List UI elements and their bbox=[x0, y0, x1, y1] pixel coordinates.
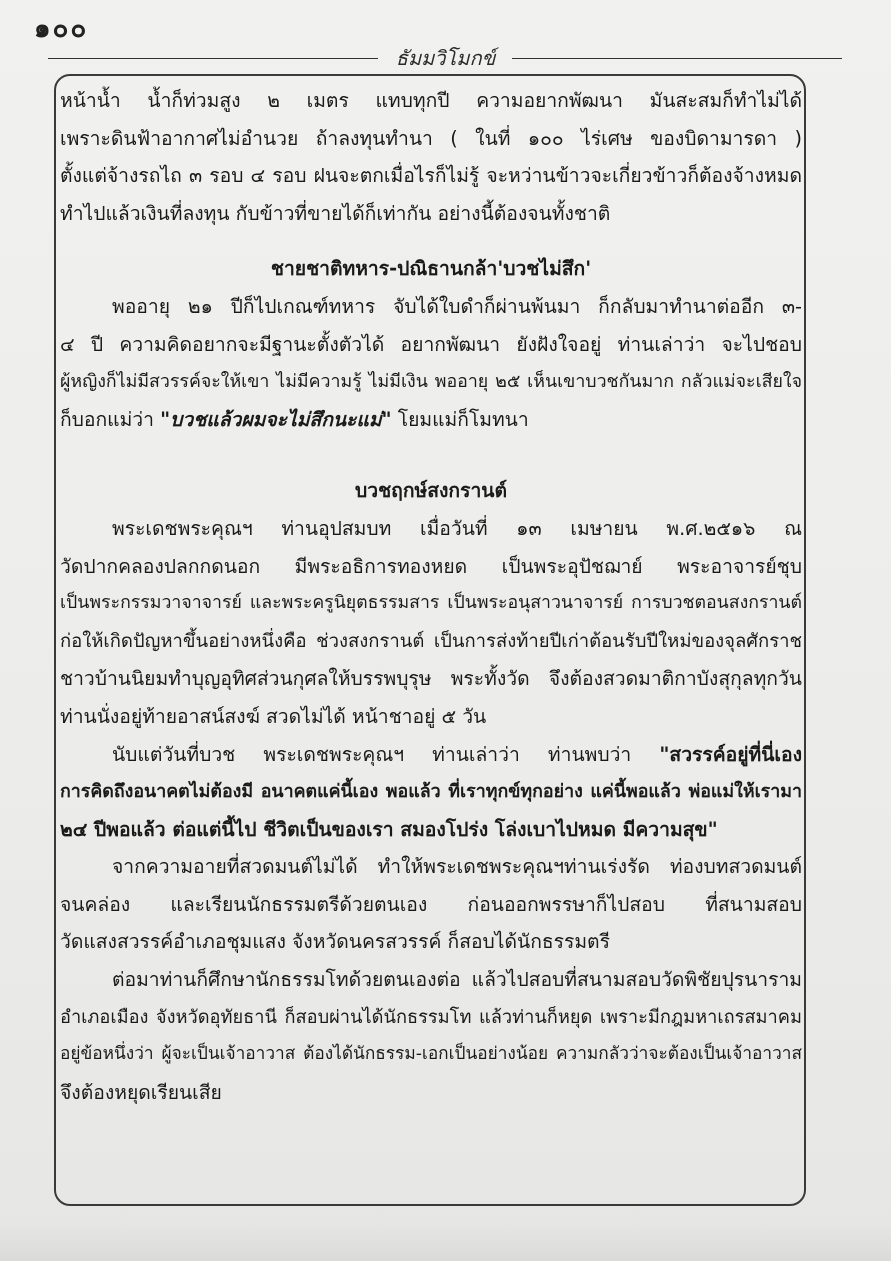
text-line: วัดแสงสวรรค์อำเภอชุมแสง จังหวัดนครสวรรค์ ก็สอบได้นักธรรมตรี bbox=[60, 930, 610, 954]
text-line: พระเดชพระคุณฯ ท่านอุปสมบท เมื่อวันที่ ๑๓ เมษายน พ.ศ.๒๕๑๖ ณ bbox=[112, 516, 802, 540]
text-line: อยู่ข้อหนึ่งว่า ผู้จะเป็นเจ้าอาวาส ต้องได้นักธรรม-เอกเป็นอย่างน้อย ความกลัวว่าจะต้องเป็นเจ้าอาวาส bbox=[60, 1044, 802, 1065]
text-line: ก่อให้เกิดปัญหาขึ้นอย่างหนึ่งคือ ช่วงสงกรานต์ เป็นการส่งท้ายปีเก่าต้อนรับปีใหม่ของจุลศักราช bbox=[60, 630, 802, 652]
text-line: ผู้หญิงก็ไม่มีสวรรค์จะให้เขา ไม่มีความรู้ ไม่มีเงิน พออายุ ๒๕ เห็นเขาบวชกันมาก กลัวแม่จะเสียใจ bbox=[60, 371, 802, 393]
text-run: นับแต่วันที่บวช พระเดชพระคุณฯ ท่านเล่าว่า ท่านพบว่า bbox=[112, 742, 660, 766]
quote-line: การคิดถึงอนาคตไม่ต้องมี อนาคตแค่นี้เอง พอแล้ว ที่เราทุกข์ทุกอย่าง แค่นี้พอแล้ว พ่อแม่ให้เรามา bbox=[60, 781, 802, 803]
page-number: ๑๐๐ bbox=[34, 14, 89, 44]
text-line: ตั้งแต่จ้างรถไถ ๓ รอบ ๔ รอบ ฝนจะตกเมื่อไรก็ไม่รู้ จะหว่านข้าวจะเกี่ยวข้าวก็ต้องจ้างหมด bbox=[60, 164, 802, 188]
text-run: โยมแม่ก็โมทนา bbox=[391, 407, 529, 431]
text-line: ท่านนั่งอยู่ท้ายอาสน์สงฆ์ สวดไม่ได้ หน้าชาอยู่ ๕ วัน bbox=[60, 704, 487, 728]
text-line: อำเภอเมือง จังหวัดอุทัยธานี ก็สอบผ่านได้นักธรรมโท แล้วท่านก็หยุด เพราะมีกฎมหาเถรสมาคม bbox=[60, 1006, 802, 1028]
text-line: ชาวบ้านนิยมทำบุญอุทิศส่วนกุศลให้บรรพบุรุษ พระทั้งวัด จึงต้องสวดมาติกาบังสุกุลทุกวัน bbox=[60, 667, 802, 691]
text-line: วัดปากคลองปลกกดนอก มีพระอธิการทองหยด เป็นพระอุปัชฌาย์ พระอาจารย์ชุบ bbox=[60, 554, 802, 578]
quote-line: ๒๔ ปีพอแล้ว ต่อแต่นี้ไป ชีวิตเป็นของเรา สมองโปร่ง โล่งเบาไปหมด มีความสุข" bbox=[60, 817, 718, 841]
text-line: ต่อมาท่านก็ศึกษานักธรรมโทด้วยตนเองต่อ แล้วไปสอบที่สนามสอบวัดพิชัยปุรนาราม bbox=[112, 968, 802, 992]
text-line: เป็นพระกรรมวาจาจารย์ และพระครูนิยุตธรรมสาร เป็นพระอนุสาวนาจารย์ การบวชตอนสงกรานต์ bbox=[60, 593, 802, 614]
text-line: หน้าน้ำ น้ำก็ท่วมสูง ๒ เมตร แทบทุกปี ความอยากพัฒนา มันสะสมก็ทำไม่ได้ bbox=[60, 89, 802, 112]
text-line: ๔ ปี ความคิดอยากจะมีฐานะตั้งตัวได้ อยากพัฒนา ยังฝังใจอยู่ ท่านเล่าว่า จะไปชอบ bbox=[60, 332, 802, 356]
text-line: จากความอายที่สวดมนต์ไม่ได้ ทำให้พระเดชพระคุณฯท่านเร่งรัด ท่องบทสวดมนต์ bbox=[112, 855, 802, 879]
text-line bbox=[60, 401, 802, 439]
section-heading: ชายชาติทหาร-ปณิธานกล้า'บวชไม่สึก' bbox=[270, 257, 592, 281]
text-line: จึงต้องหยุดเรียนเสีย bbox=[60, 1080, 222, 1104]
text-line: พออายุ ๒๑ ปีก็ไปเกณฑ์ทหาร จับได้ใบดำก็ผ่านพ้นมา ก็กลับมาทำนาต่ออีก ๓- bbox=[112, 294, 802, 318]
running-header: ธัมมวิโมกข์ bbox=[395, 46, 496, 70]
section-heading: บวชฤกษ์สงกรานต์ bbox=[355, 479, 507, 503]
text-line: ทำไปแล้วเงินที่ลงทุน กับข้าวที่ขายได้ก็เท่ากัน อย่างนี้ต้องจนทั้งชาติ bbox=[60, 201, 611, 225]
header-rule-right bbox=[512, 58, 842, 59]
body-text bbox=[60, 82, 802, 1111]
text-line bbox=[60, 736, 802, 774]
text-run: ก็บอกแม่ว่า bbox=[60, 407, 161, 431]
quote-text: "สวรรค์อยู่ที่นี่เอง bbox=[659, 742, 802, 766]
text-line: จนคล่อง และเรียนนักธรรมตรีด้วยตนเอง ก่อนออกพรรษาก็ไปสอบ ที่สนามสอบ bbox=[60, 892, 802, 916]
text-line: เพราะดินฟ้าอากาศไม่อำนวย ถ้าลงทุนทำนา ( ในที่ ๑๐๐ ไร่เศษ ของบิดามารดา ) bbox=[60, 126, 802, 150]
page-shadow bbox=[0, 1221, 891, 1261]
quote-text: "บวชแล้วผมจะไม่สึกนะแม่" bbox=[160, 407, 392, 431]
